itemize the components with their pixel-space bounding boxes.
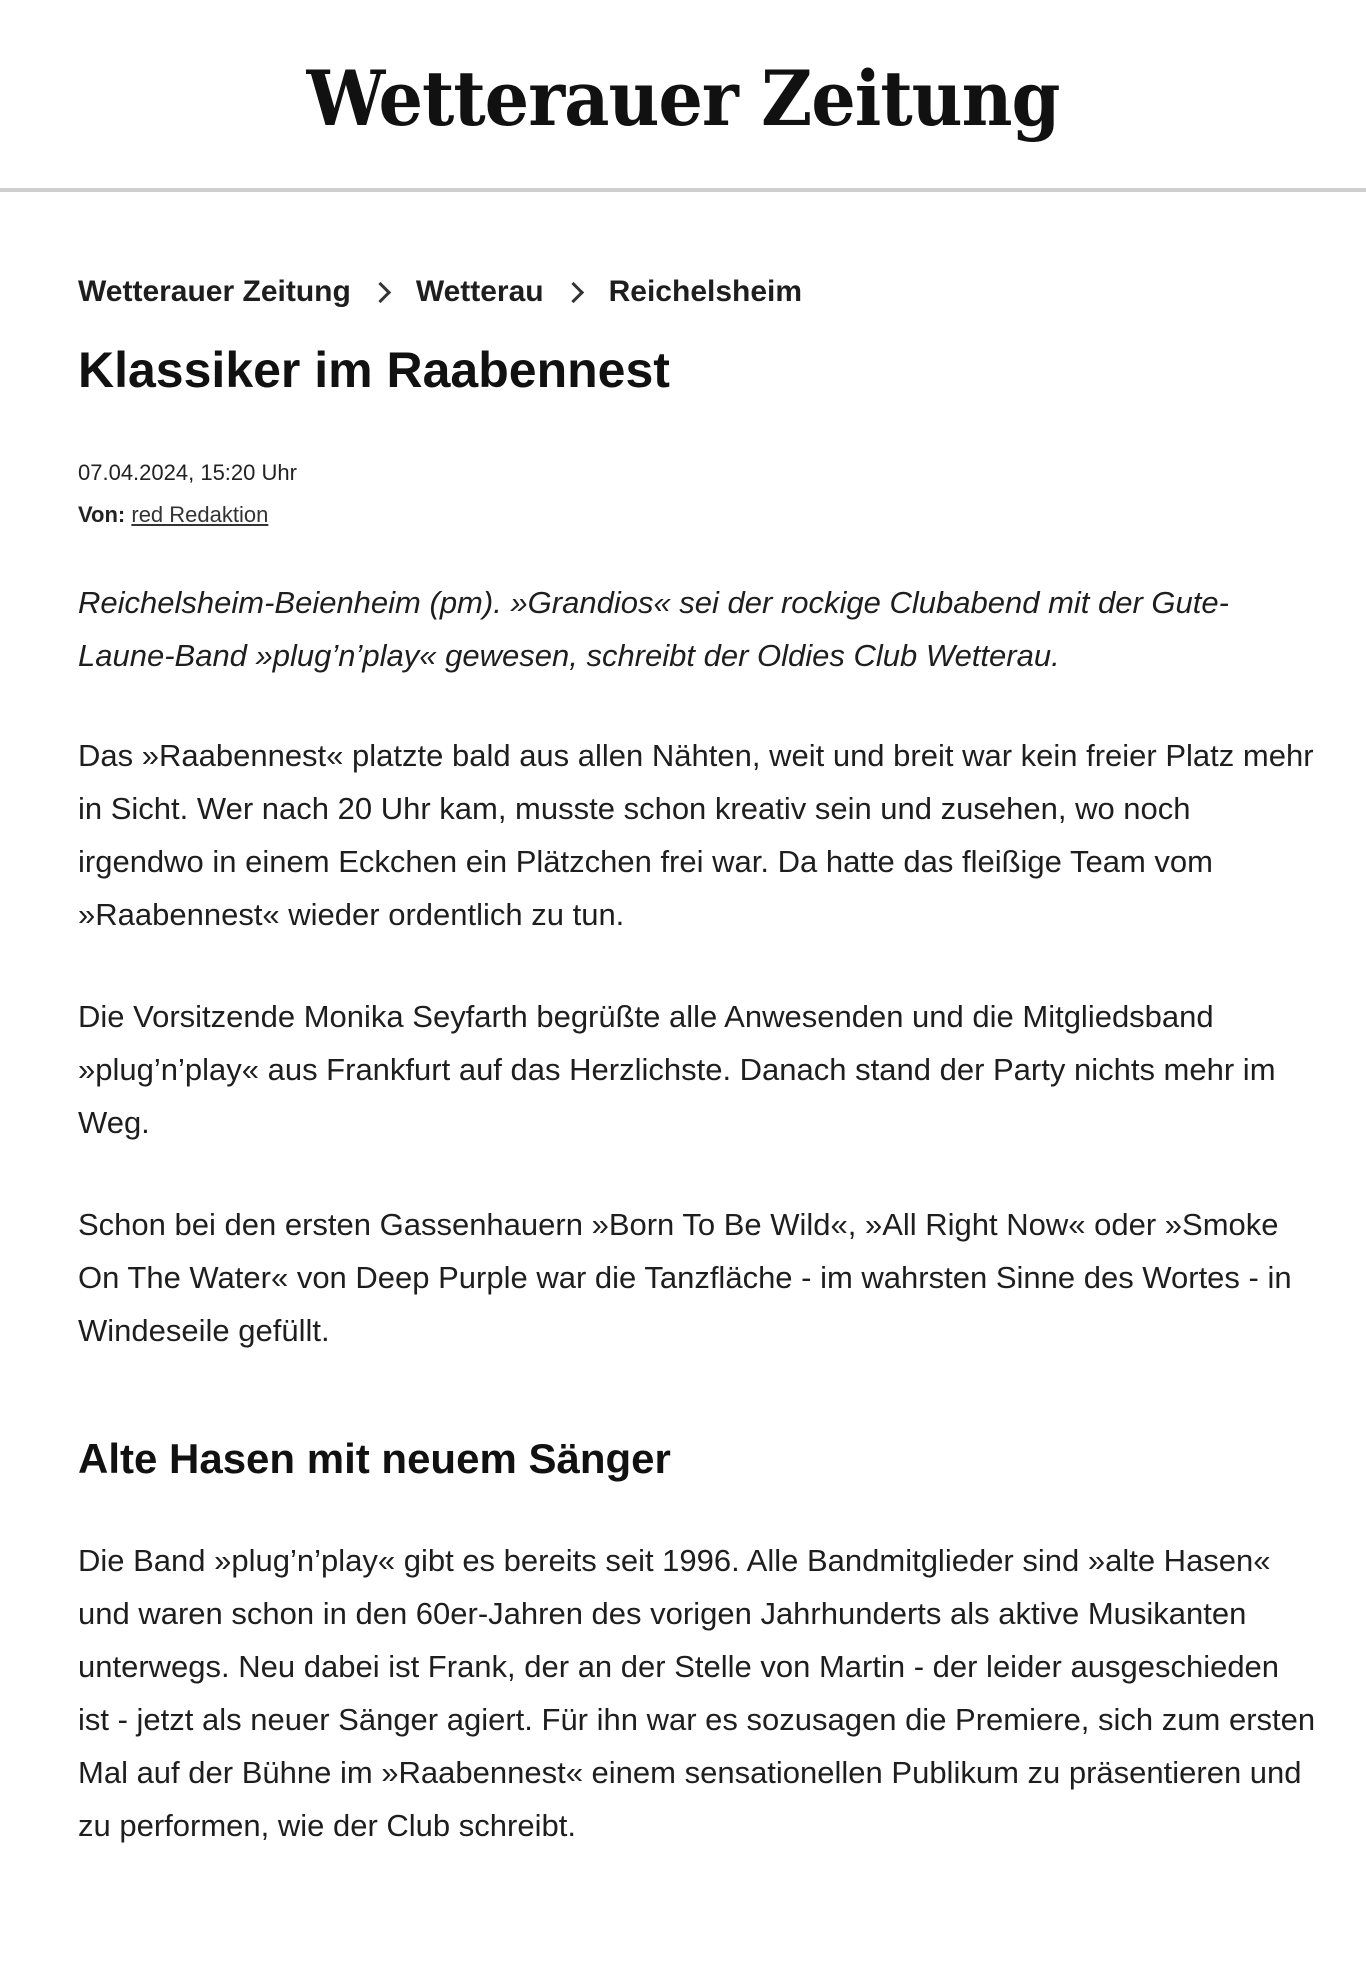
site-logo[interactable]: Wetterauer Zeitung	[306, 53, 1060, 143]
article-paragraph: Das »Raabennest« platzte bald aus allen Nähten, weit und breit war kein freier Platz mehr in Sicht. Wer nach 20 Uhr kam, musste schon kreativ sein und zusehen, wo noch irgendwo in einem Eckchen ein Plätzchen frei war. Da hatte das fleißige Team vom »Raabennest« wieder ordentlich zu tun.	[78, 738, 1314, 932]
author-link[interactable]: red Redaktion	[131, 502, 269, 527]
article-datetime: 07.04.2024, 15:20 Uhr	[78, 460, 297, 485]
article-byline	[78, 494, 1318, 536]
article-subheading: Alte Hasen mit neuem Sänger	[78, 1435, 671, 1482]
article-paragraph: Die Vorsitzende Monika Seyfarth begrüßte alle Anwesenden und die Mitgliedsband »plug’n’play« aus Frankfurt auf das Herzlichste. Danach stand der Party nichts mehr im Weg.	[78, 999, 1276, 1140]
breadcrumb-item-wetterau[interactable]: Wetterau	[415, 275, 544, 308]
article-title: Klassiker im Raabennest	[78, 342, 670, 398]
masthead	[0, 0, 1366, 192]
breadcrumb-item-home[interactable]: Wetterauer Zeitung	[78, 275, 351, 308]
article-meta	[78, 452, 1318, 536]
breadcrumb	[78, 272, 1318, 312]
article-lead: Reichelsheim-Beienheim (pm). »Grandios« sei der rockige Clubabend mit der Gute-Laune-Band »plug’n’play« gewesen, schreibt der Oldies Club Wetterau.	[78, 585, 1229, 673]
article-paragraph: Schon bei den ersten Gassenhauern »Born To Be Wild«, »All Right Now« oder »Smoke On The Water« von Deep Purple war die Tanzfläche - im wahrsten Sinne des Wortes - in Windeseile gefüllt.	[78, 1207, 1292, 1348]
article-paragraph: Die Band »plug’n’play« gibt es bereits seit 1996. Alle Bandmitglieder sind »alte Hasen« und waren schon in den 60er-Jahren des vorigen Jahrhunderts als aktive Musikanten unterwegs. Neu dabei ist Frank, der an der Stelle von Martin - der leider ausgeschieden ist - jetzt als neuer Sänger agiert. Für ihn war es sozusagen die Premiere, sich zum ersten Mal auf der Bühne im »Raabennest« einem sensationellen Publikum zu präsentieren und zu performen, wie der Club schreibt.	[78, 1543, 1316, 1843]
chevron-right-icon	[370, 281, 391, 302]
breadcrumb-item-reichelsheim[interactable]: Reichelsheim	[608, 275, 803, 308]
article-container	[78, 192, 1318, 1852]
byline-label: Von:	[78, 502, 126, 527]
chevron-right-icon	[563, 281, 584, 302]
